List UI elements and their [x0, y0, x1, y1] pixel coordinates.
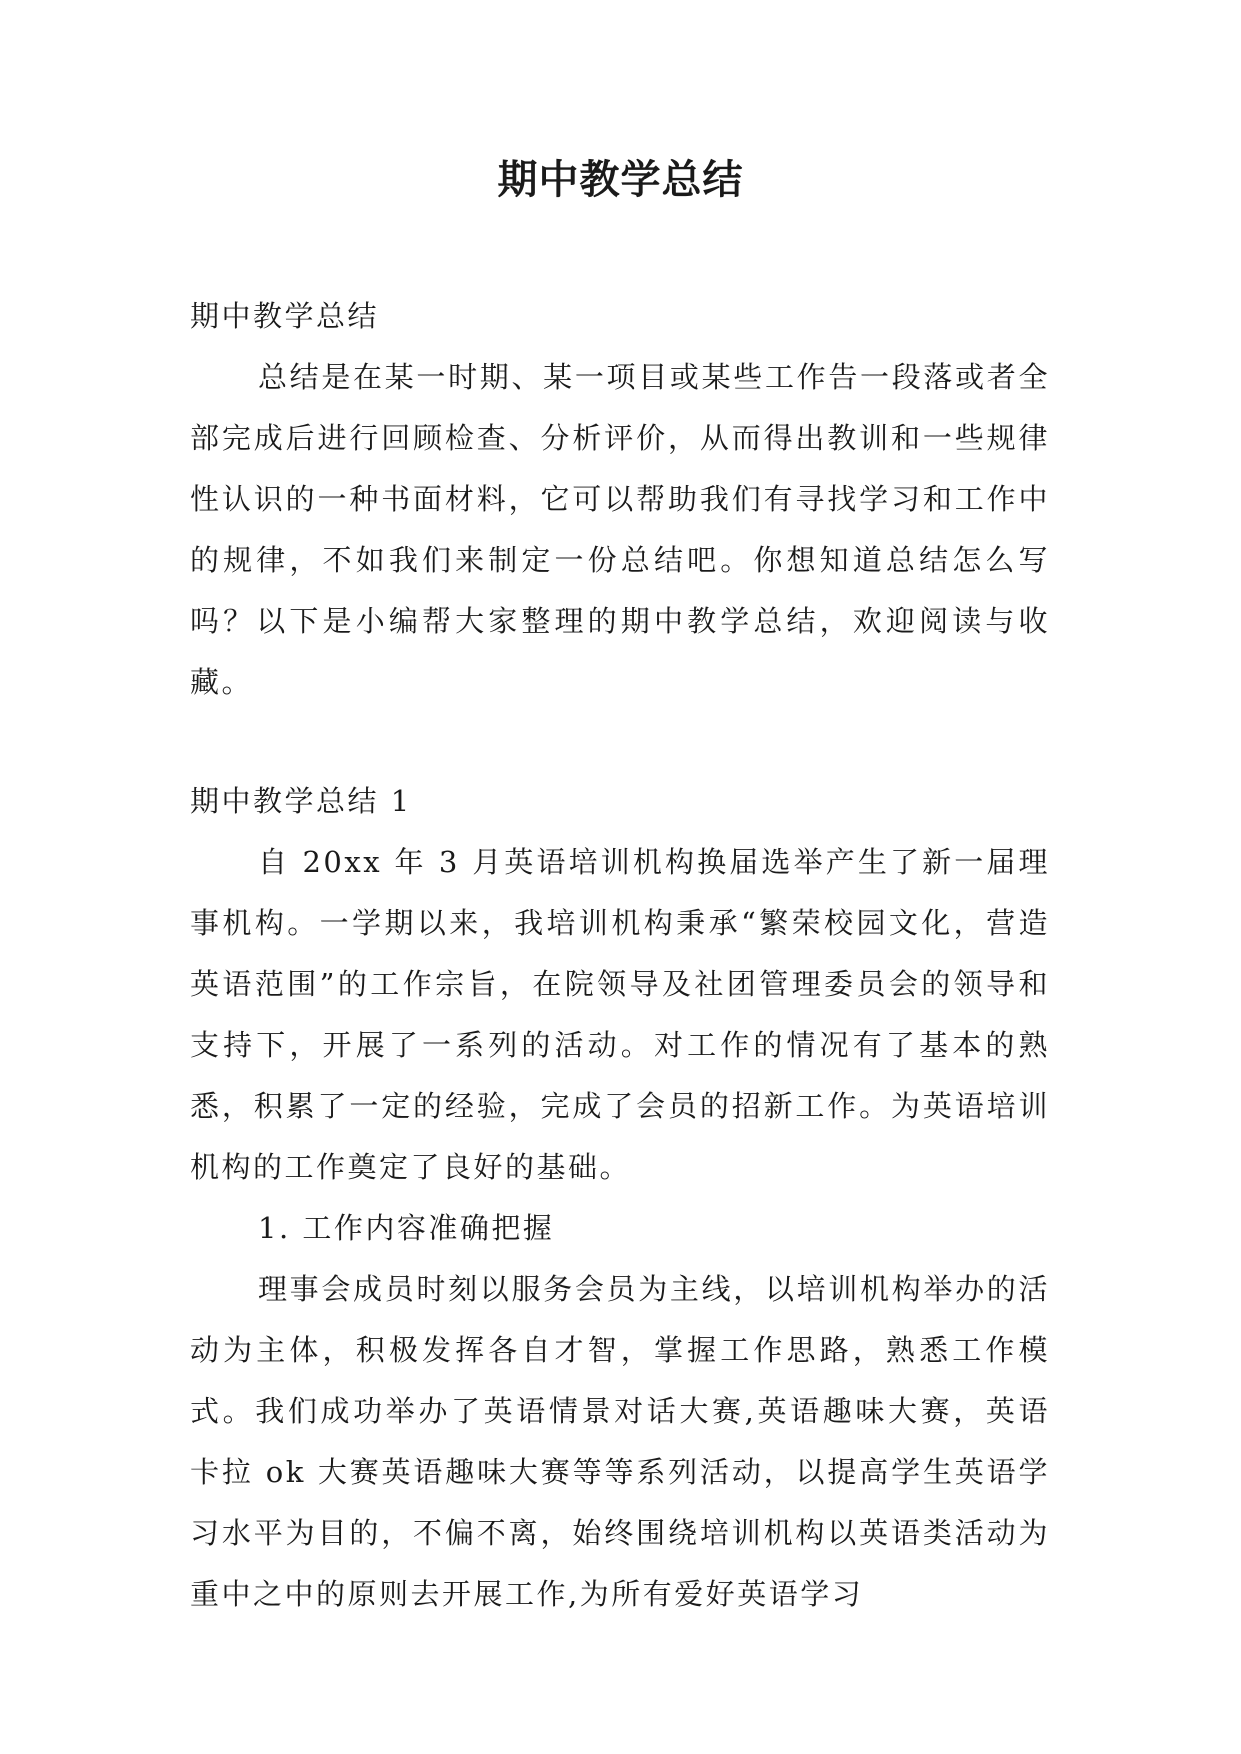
section-paragraph-1: 自 20xx 年 3 月英语培训机构换届选举产生了新一届理事机构。一学期以来，我培训机构秉承“繁荣校园文化，营造英语范围”的工作宗旨，在院领导及社团管理委员会的领导和支持下，开展了一系列的活动。对工作的情况有了基本的熟悉，积累了一定的经验，完成了会员的招新工作。为英语培训机构的工作奠定了良好的基础。 — [190, 845, 1050, 1184]
section-subheading: 1. 工作内容准确把握 — [258, 1211, 555, 1245]
intro-heading: 期中教学总结 — [190, 299, 380, 333]
section-paragraph-2: 理事会成员时刻以服务会员为主线，以培训机构举办的活动为主体，积极发挥各自才智，掌握工作思路，熟悉工作模式。我们成功举办了英语情景对话大赛,英语趣味大赛，英语卡拉 ok 大赛英语趣味大赛等等系列活动，以提高学生英语学习水平为目的，不偏不离，始终围绕培训机构以英语类活动为重中之中的原则去开展工作,为所有爱好英语学习 — [190, 1272, 1050, 1611]
document-body — [190, 286, 1050, 1625]
intro-paragraph: 总结是在某一时期、某一项目或某些工作告一段落或者全部完成后进行回顾检查、分析评价，从而得出教训和一些规律性认识的一种书面材料，它可以帮助我们有寻找学习和工作中的规律，不如我们来制定一份总结吧。你想知道总结怎么写吗？以下是小编帮大家整理的期中教学总结，欢迎阅读与收藏。 — [190, 360, 1050, 699]
document-title: 期中教学总结 — [497, 157, 744, 203]
section-heading: 期中教学总结 1 — [190, 784, 412, 818]
section-spacer — [190, 713, 1050, 771]
